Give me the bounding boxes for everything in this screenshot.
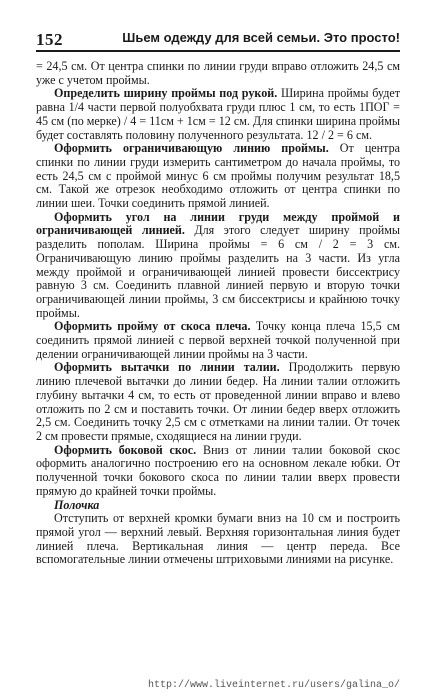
paragraph-lead: Оформить боковой скос. bbox=[54, 442, 197, 457]
paragraph-text: = 24,5 см. От центра спинки по линии груди вправо отложить 24,5 см уже с учетом проймы. bbox=[36, 59, 400, 87]
paragraph-armhole-width bbox=[36, 87, 400, 142]
section-subheading: Полочка bbox=[54, 497, 100, 512]
page-body bbox=[36, 60, 400, 567]
paragraph-bust-corner bbox=[36, 211, 400, 321]
watermark-url: http://www.liveinternet.ru/users/galina_o/ bbox=[147, 680, 400, 691]
running-head: Шьем одежду для всей семьи. Это просто! bbox=[122, 30, 400, 45]
header-rule bbox=[36, 50, 400, 52]
paragraph-side-slope bbox=[36, 444, 400, 499]
paragraph-text: Продолжить первую линию плечевой вытачки до линии бедер. На линии талии отложить глубину вытачки 4 см, то есть от проведенной линии вправо и влево отложить по 2 см и поставить точки. От линии бедер вверх отложить 2,5 см. Соединить точку 2,5 см с отметками на линии талии. От точек 2 см провести прямые, сходящиеся на линии груди. bbox=[36, 360, 401, 443]
paragraph-text: Ширина проймы будет равна 1/4 части первой полуобхвата груди плюс 1 см, то есть 1ПОГ = 45 см (по мерке) / 4 = 11см + 1см = 12 см. Для спинки ширина проймы будет составлять половину полученного результата. 12 / 2 = 6 см. bbox=[36, 86, 401, 142]
paragraph-lead: Оформить пройму от скоса плеча. bbox=[54, 319, 251, 334]
page-number: 152 bbox=[36, 30, 63, 49]
paragraph-lead: Оформить вытачки по линии талии. bbox=[54, 360, 280, 375]
paragraph-front-panel: Отступить от верхней кромки бумаги вниз на 10 см и построить прямой угол — верхний левый. Верхняя горизонтальная линия будет линией плеча. Вертикальная линия — центр переда. Все вспомогательные линии отмечены штриховыми линиями на рисунке. bbox=[36, 511, 400, 567]
paragraph-text: Для этого следует ширину проймы разделить пополам. Ширина проймы = 6 см / 2 = 3 см. Ограничивающую линию проймы разделить на 3 части. Из угла между проймой и ограничивающей линией провести биссектрису равную 3 см. Соединить плавной линией первую и вторую точки ограничивающей линии проймы, 3 см биссектрисы и крайнюю точку проймы. bbox=[36, 223, 400, 320]
paragraph-limiting-line bbox=[36, 142, 400, 211]
paragraph-continuation bbox=[36, 60, 400, 87]
paragraph-text: Вниз от линии талии боковой скос оформить аналогично построению его на основном лекале юбки. От полученной точки бокового скоса по линии талии вверх провести прямую до крайней точки проймы. bbox=[36, 442, 400, 498]
paragraph-lead: Определить ширину проймы под рукой. bbox=[54, 86, 278, 101]
paragraph-lead: Оформить угол на линии груди между проймой и ограничивающей линией. bbox=[36, 209, 400, 238]
paragraph-text: От центра спинки по линии груди измерить сантиметром до начала проймы, то есть 24,5 см с проймой минус 6 см проймы получим результат 18,5 см. Такой же отрезок необходимо отложить от центра спинки по линии шеи. Точки соединить прямой линией. bbox=[36, 141, 400, 211]
paragraph-lead: Оформить ограничивающую линию проймы. bbox=[54, 141, 329, 156]
page-header bbox=[36, 22, 400, 52]
paragraph-shoulder-armhole bbox=[36, 320, 400, 361]
paragraph-text: Точку конца плеча 15,5 см соединить прямой линией с первой верхней точкой полученной при делении ограничивающей линии проймы на 3 части. bbox=[36, 319, 400, 361]
paragraph-waist-darts bbox=[36, 361, 400, 443]
